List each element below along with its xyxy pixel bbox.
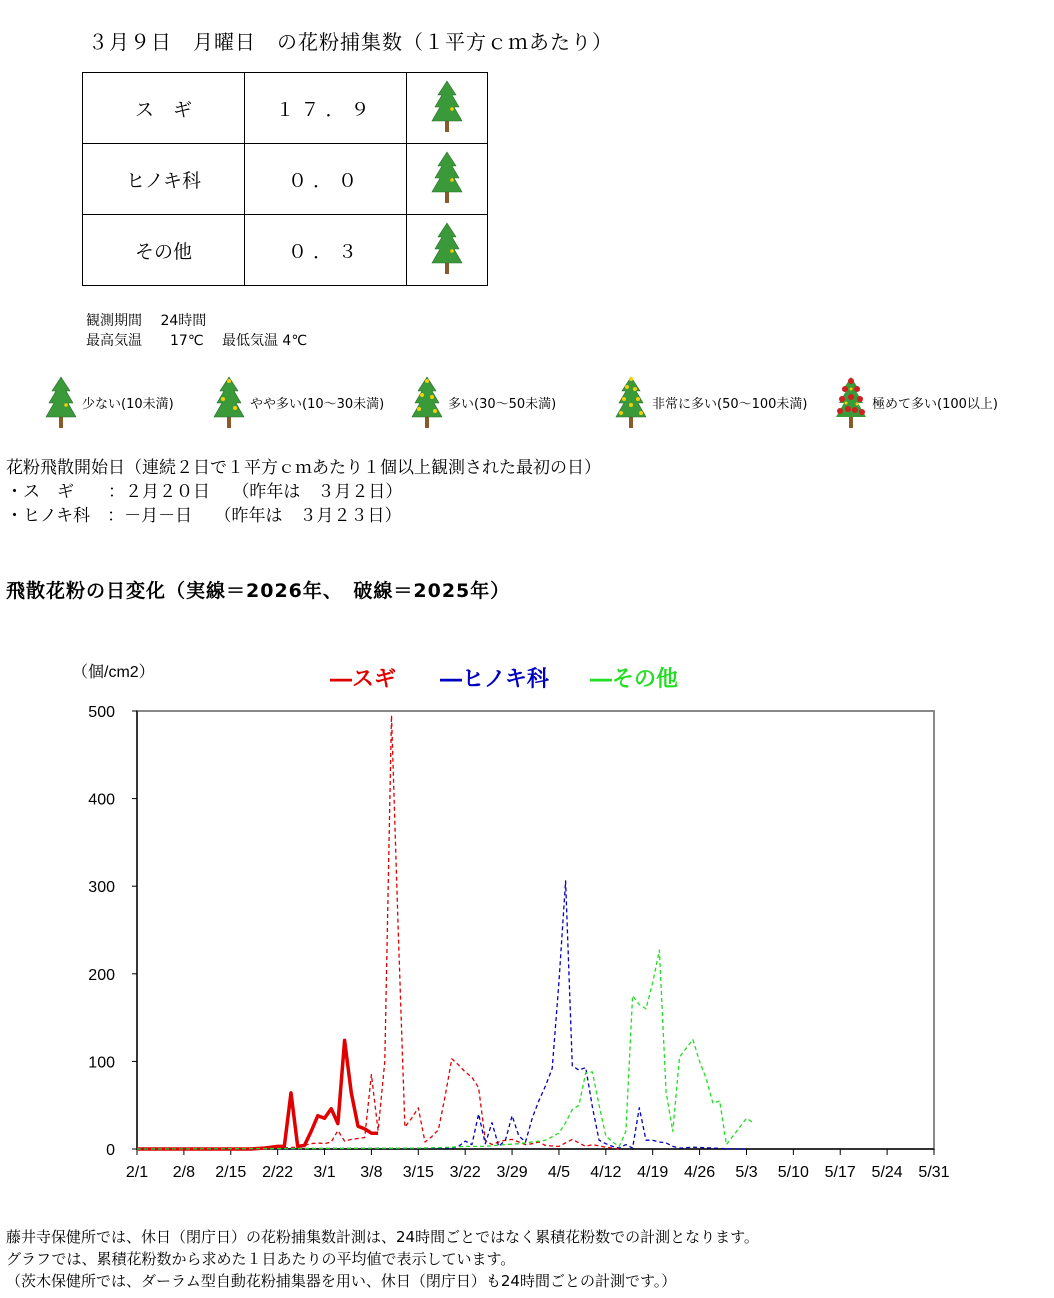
x-tick-label: 4/26 [684, 1164, 716, 1181]
observation-period: 観測期間 24時間 [86, 313, 207, 329]
start-dates [6, 456, 601, 528]
tree-few-icon [44, 374, 78, 430]
x-tick-label: 4/12 [590, 1164, 622, 1181]
start-dates-heading: 花粉飛散開始日（連続２日で１平方ｃｍあたり１個以上観測された最初の日） [6, 458, 601, 478]
y-tick-label: 400 [88, 791, 115, 809]
table-row [83, 215, 488, 286]
x-tick-label: 2/8 [172, 1164, 196, 1181]
start-date-hinoki: ・ヒノキ科 ：－月－日 （昨年は ３月２３日） [6, 506, 402, 526]
x-tick-label: 2/1 [125, 1164, 149, 1181]
x-tick-label: 5/31 [918, 1164, 950, 1181]
pollen-count-table [82, 72, 488, 286]
x-tick-label: 3/15 [402, 1164, 434, 1181]
level-legend-few: 少ない(10未満) [44, 372, 174, 432]
plot-area [137, 711, 934, 1149]
page-title: ３月９日 月曜日 の花粉捕集数（１平方ｃｍあたり） [88, 30, 613, 54]
temperature-info: 最高気温 17℃ 最低気温 4℃ [86, 333, 308, 349]
level-legend-many: 多い(30～50未満) [410, 372, 556, 432]
y-tick-label: 0 [106, 1142, 115, 1159]
pollen-type-sugi: ス ギ [83, 73, 245, 144]
pollen-type-other: その他 [83, 215, 245, 286]
tree-very-many-icon [614, 374, 648, 430]
pollen-value-hinoki: ０．０ [245, 144, 407, 215]
legend-entry: ―その他 [590, 667, 679, 692]
x-tick-label: 5/10 [777, 1164, 809, 1181]
table-row [83, 73, 488, 144]
pollen-line-chart [0, 650, 1054, 1190]
tree-many-icon [410, 374, 444, 430]
footnote-line-3: （茨木保健所では、ダーラム型自動花粉捕集器を用い、休日（閉庁日）も24時間ごとの計測です。） [6, 1272, 677, 1290]
level-legend-slightly-many: やや多い(10～30未満) [212, 372, 384, 432]
legend-entry: ―ヒノキ科 [440, 667, 549, 692]
x-tick-label: 3/8 [360, 1164, 383, 1181]
x-tick-label: 3/22 [449, 1164, 481, 1181]
x-tick-label: 2/15 [215, 1164, 247, 1181]
tree-extreme-icon [834, 374, 868, 430]
pollen-value-other: ０．３ [245, 215, 407, 286]
footnote-line-1: 藤井寺保健所では、休日（閉庁日）の花粉捕集数計測は、24時間ごとではなく累積花粉数での計測となります。 [6, 1228, 759, 1246]
footnote [6, 1226, 759, 1292]
start-date-sugi: ・ス ギ ：２月２０日 （昨年は ３月２日） [6, 482, 403, 502]
tree-slightly-many-icon [212, 374, 246, 430]
y-axis-label: （個/cm2） [72, 664, 155, 681]
tree-icon [430, 79, 464, 133]
y-tick-label: 500 [88, 704, 115, 721]
y-tick-label: 300 [88, 879, 115, 897]
level-legend-very-many: 非常に多い(50～100未満) [614, 372, 808, 432]
section-title: 飛散花粉の日変化（実線＝2026年、 破線＝2025年） [6, 580, 511, 602]
x-tick-label: 4/19 [637, 1164, 669, 1181]
x-tick-label: 3/1 [313, 1164, 336, 1181]
tree-icon [430, 150, 464, 204]
x-tick-label: 5/3 [735, 1164, 758, 1181]
y-tick-label: 100 [88, 1054, 115, 1072]
x-tick-label: 2/22 [262, 1164, 294, 1181]
legend-entry: ―スギ [330, 667, 397, 692]
table-row [83, 144, 488, 215]
footnote-line-2: グラフでは、累積花粉数から求めた１日あたりの平均値で表示しています。 [6, 1250, 516, 1268]
x-tick-label: 5/17 [824, 1164, 856, 1181]
x-tick-label: 3/29 [496, 1164, 528, 1181]
pollen-type-hinoki: ヒノキ科 [83, 144, 245, 215]
x-tick-label: 5/24 [871, 1164, 903, 1181]
pollen-value-sugi: １７．９ [245, 73, 407, 144]
y-tick-label: 200 [88, 966, 115, 984]
x-tick-label: 4/5 [547, 1164, 571, 1181]
level-legend-extreme: 極めて多い(100以上) [834, 372, 998, 432]
tree-icon [430, 221, 464, 275]
observation-info [86, 311, 307, 351]
